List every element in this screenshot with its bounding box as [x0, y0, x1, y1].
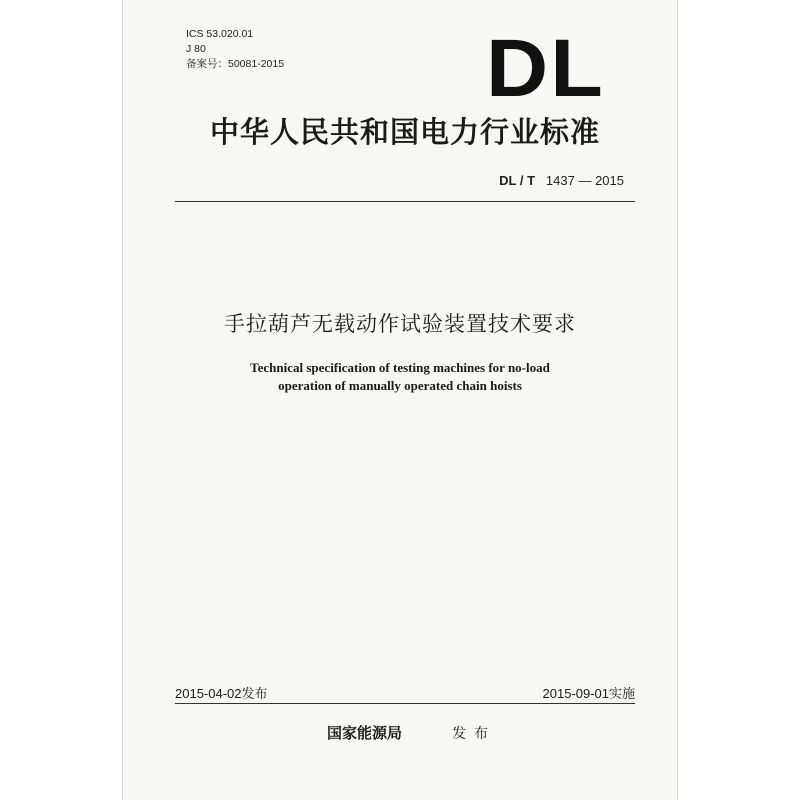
english-title-line-2: operation of manually operated chain hoists: [278, 378, 522, 393]
standard-title: 中华人民共和国电力行业标准: [209, 115, 600, 149]
dl-logo: DL: [486, 23, 605, 114]
issue-label: 发布: [452, 726, 496, 742]
classification-block: [186, 27, 284, 72]
record-number: 备案号：50081-2015: [186, 58, 285, 70]
ics-code: ICS 53.020.01: [186, 28, 254, 40]
document-title: 手拉葫芦无载动作试验装置技术要求: [224, 312, 576, 336]
publish-date: 2015-04-02发布: [175, 686, 268, 701]
standard-code-number: 1437 — 2015: [545, 173, 624, 188]
issuer-name: 国家能源局: [327, 724, 403, 742]
standard-code-prefix: DL / T: [499, 173, 536, 188]
bottom-divider: [175, 703, 635, 704]
standard-code: [470, 173, 624, 188]
class-code: J 80: [186, 43, 206, 55]
english-title: [200, 359, 600, 395]
top-divider: [175, 201, 635, 202]
effective-date: 2015-09-01实施: [542, 686, 635, 701]
english-title-line-1: Technical specification of testing machines for no-load: [250, 360, 550, 375]
